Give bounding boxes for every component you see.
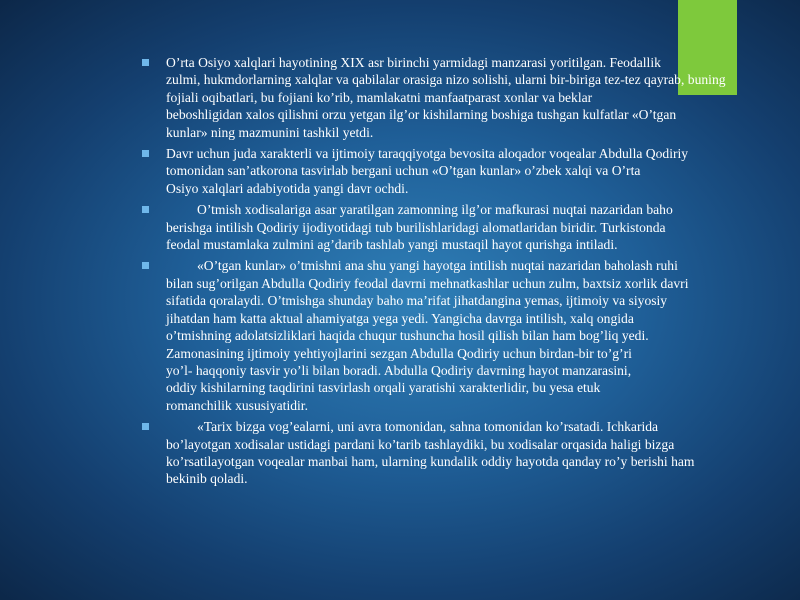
slide-body <box>139 54 775 492</box>
paragraph-text: O’tmish xodisalariga asar yaratilgan zamonning ilg’or mafkurasi nuqtai nazaridan baho berishga intilish Qodiriy ijodiyotidagi tub burilishlaridagi alomatlaridan biridir. Turkistonda feodal mustamlaka zulmini ag’darib tashlab yangi mustaqil hayot qurishga intiladi. <box>166 202 673 253</box>
paragraph-5 <box>139 418 775 488</box>
paragraph-text: O’rta Osiyo xalqlari hayotining XIX asr birinchi yarmidagi manzarasi yoritilgan. Feodallik zulmi, hukmdorlarning xalqlar va qabilalar orasiga nizo solishi, ularni bir-biriga tez-tez qayrab, buning fojiali oqibatlari, bu fojiani ko’rib, mamlakatni manfaatparast xonlar va beklar beboshligidan xalos qilishni orzu yetgan ilg’or kishilarning boshiga tushgan kulfatlar «O’tgan kunlar» ning mazmunini tashkil yetdi. <box>166 55 726 140</box>
paragraph-text: «O’tgan kunlar» o’tmishni ana shu yangi hayotga intilish nuqtai nazaridan baholash ruhi bilan sug’orilgan Abdulla Qodiriy feodal davrni mehnatkashlar uchun zulm, baxtsiz xorlik davri sifatida qoralaydi. O’tmishga shunday baho ma’rifat jihatdangina yemas, ijtimoiy va siyosiy jihatdan ham katta aktual ahamiyatga yega yedi. Yangicha davrga intilish, xalq ongida o’tmishning adolatsizliklari haqida chuqur tushuncha hosil qilish bilan ham bog’liq yedi. Zamonasining ijtimoiy yehtiyojlarini sezgan Abdulla Qodiriy uchun birdan-bir to’g’ri yo’l- haqqoniy tasvir yo’li bilan boradi. Abdulla Qodiriy davrning hayot manzarasini, oddiy kishilarning taqdirini tasvirlash orqali yaratishi xarakterlidir, bu yesa etuk romanchilik xususiyatidir. <box>166 258 689 413</box>
paragraph-1 <box>139 54 775 141</box>
bullet-icon <box>142 150 149 157</box>
bullet-icon <box>142 423 149 430</box>
paragraph-3 <box>139 201 775 253</box>
paragraph-text: «Tarix bizga vog’ealarni, uni avra tomonidan, sahna tomonidan ko’rsatadi. Ichkarida bo’layotgan xodisalar ustidagi pardani ko’tarib tashlaydiki, bu xodisalar orqasida haligi bizga ko’rsatilayotgan voqealar manbai ham, ularning kundalik oddiy hayotda qanday ro’y berishi ham bekinib qoladi. <box>166 419 695 487</box>
bullet-icon <box>142 206 149 213</box>
paragraph-4 <box>139 257 775 414</box>
paragraph-text: Davr uchun juda xarakterli va ijtimoiy taraqqiyotga bevosita aloqador voqealar Abdulla Qodiriy tomonidan san’atkorona tasvirlab bergani uchun «O’tgan kunlar» o’zbek xalqi va O’rta Osiyo xalqlari adabiyotida yangi davr ochdi. <box>166 146 689 196</box>
bullet-icon <box>142 262 149 269</box>
bullet-icon <box>142 59 149 66</box>
paragraph-2 <box>139 145 775 197</box>
